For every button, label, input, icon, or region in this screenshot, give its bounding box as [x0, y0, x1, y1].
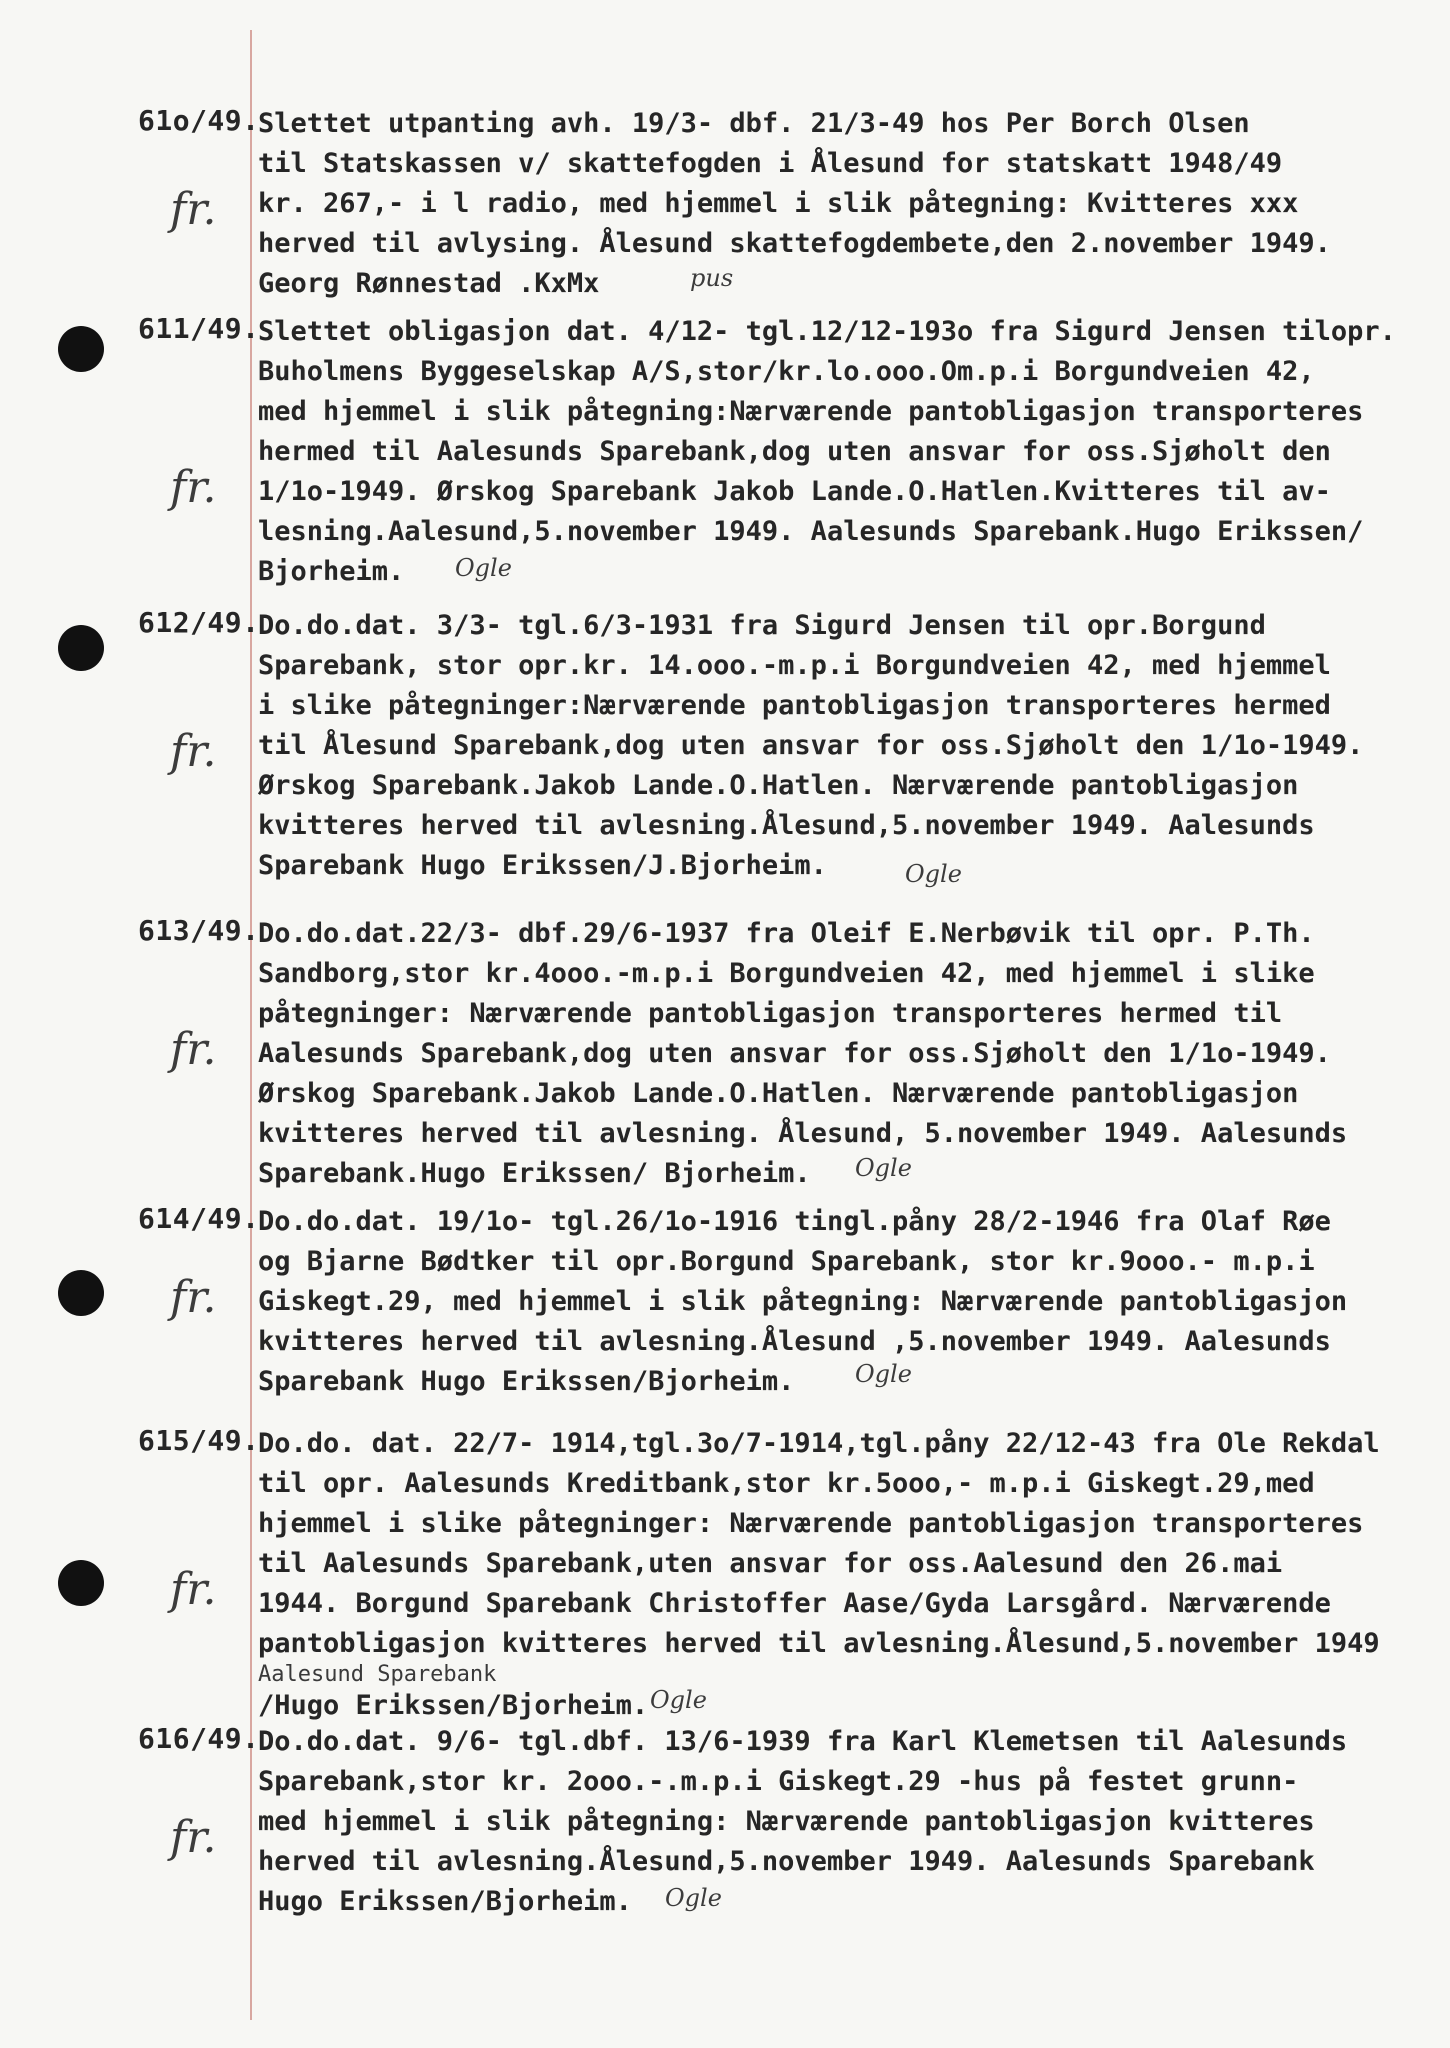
entry-line: kvitteres herved til avlesning. Ålesund, 5.november 1949. Aalesunds	[258, 1118, 1348, 1149]
entry-text	[258, 606, 1428, 886]
entry-number: 613/49.	[138, 914, 260, 947]
entry-line: /Hugo Erikssen/Bjorheim.	[258, 1690, 649, 1721]
entry-line: Slettet utpanting avh. 19/3- dbf. 21/3-49 hos Per Borch Olsen	[258, 108, 1250, 139]
entry-line-insert: Aalesund Sparebank	[258, 1664, 497, 1686]
entry-text	[258, 1202, 1428, 1402]
entry-line: Slettet obligasjon dat. 4/12- tgl.12/12-193o fra Sigurd Jensen tilopr.	[258, 316, 1396, 347]
entry-number: 615/49.	[138, 1424, 260, 1457]
entry-line: til opr. Aalesunds Kreditbank,stor kr.5ooo,- m.p.i Giskegt.29,med	[258, 1468, 1315, 1499]
initials: Ogle	[855, 1360, 912, 1388]
entry-line: herved til avlesning.Ålesund,5.november 1949. Aalesunds Sparebank	[258, 1846, 1315, 1877]
entry-line: hjemmel i slike påtegninger: Nærværende pantobligasjon transporteres	[258, 1508, 1364, 1539]
initials: Ogle	[665, 1884, 722, 1912]
entry-line: herved til avlysing. Ålesund skattefogdembete,den 2.november 1949.	[258, 228, 1331, 259]
entry-text	[258, 312, 1428, 592]
entry-line: til Ålesund Sparebank,dog uten ansvar for oss.Sjøholt den 1/1o-1949.	[258, 730, 1364, 761]
entry-line: Ørskog Sparebank.Jakob Lande.O.Hatlen. Nærværende pantobligasjon	[258, 770, 1299, 801]
margin-mark: fr.	[170, 1272, 217, 1323]
entry-number: 616/49.	[138, 1722, 260, 1755]
entry-line: Bjorheim.	[258, 556, 405, 587]
entry-number: 61o/49.	[138, 104, 260, 137]
entry-line: Do.do.dat.22/3- dbf.29/6-1937 fra Oleif E.Nerbøvik til opr. P.Th.	[258, 918, 1315, 949]
entry-line: Georg Rønnestad .KxMx	[258, 268, 600, 299]
entry-text	[258, 104, 1428, 304]
margin-mark: fr.	[170, 1812, 217, 1863]
initials: Ogle	[905, 860, 962, 888]
entry-line: Do.do.dat. 9/6- tgl.dbf. 13/6-1939 fra Karl Klemetsen til Aalesunds	[258, 1726, 1348, 1757]
entry-line: kr. 267,- i l radio, med hjemmel i slik påtegning: Kvitteres xxx	[258, 188, 1299, 219]
entry-line: med hjemmel i slik påtegning:Nærværende pantobligasjon transporteres	[258, 396, 1364, 427]
entry-line: Do.do. dat. 22/7- 1914,tgl.3o/7-1914,tgl.påny 22/12-43 fra Ole Rekdal	[258, 1428, 1380, 1459]
entry-line: i slike påtegninger:Nærværende pantobligasjon transporteres hermed	[258, 690, 1331, 721]
entry-text	[258, 1722, 1428, 1922]
entry-line: lesning.Aalesund,5.november 1949. Aalesunds Sparebank.Hugo Erikssen/	[258, 516, 1364, 547]
entry-text	[258, 914, 1428, 1194]
entry-line: med hjemmel i slik påtegning: Nærværende pantobligasjon kvitteres	[258, 1806, 1315, 1837]
entry-line: Sparebank,stor kr. 2ooo.-.m.p.i Giskegt.29 -hus på festet grunn-	[258, 1766, 1299, 1797]
initials: Ogle	[855, 1154, 912, 1182]
entry-number: 611/49.	[138, 312, 260, 345]
entry-line: Sparebank, stor opr.kr. 14.ooo.-m.p.i Borgundveien 42, med hjemmel	[258, 650, 1331, 681]
binder-hole-4	[58, 1560, 104, 1606]
entry-line: Ørskog Sparebank.Jakob Lande.O.Hatlen. Nærværende pantobligasjon	[258, 1078, 1299, 1109]
entry-line: Aalesunds Sparebank,dog uten ansvar for oss.Sjøholt den 1/1o-1949.	[258, 1038, 1331, 1069]
margin-mark: fr.	[170, 462, 217, 513]
entry-line: til Aalesunds Sparebank,uten ansvar for oss.Aalesund den 26.mai	[258, 1548, 1283, 1579]
entry-line: Do.do.dat. 3/3- tgl.6/3-1931 fra Sigurd Jensen til opr.Borgund	[258, 610, 1266, 641]
margin-mark: fr.	[170, 1024, 217, 1075]
entry-line: 1944. Borgund Sparebank Christoffer Aase/Gyda Larsgård. Nærværende	[258, 1588, 1331, 1619]
entry-line: Sparebank Hugo Erikssen/Bjorheim.	[258, 1366, 795, 1397]
initials: Ogle	[650, 1686, 707, 1714]
entry-number: 612/49.	[138, 606, 260, 639]
entry-line: pantobligasjon kvitteres herved til avlesning.Ålesund,5.november 1949	[258, 1628, 1380, 1659]
entry-line: Sandborg,stor kr.4ooo.-m.p.i Borgundveien 42, med hjemmel i slike	[258, 958, 1315, 989]
entry-line: Buholmens Byggeselskap A/S,stor/kr.lo.ooo.Om.p.i Borgundveien 42,	[258, 356, 1315, 387]
entry-line: Giskegt.29, med hjemmel i slik påtegning: Nærværende pantobligasjon	[258, 1286, 1348, 1317]
entry-line: Sparebank.Hugo Erikssen/ Bjorheim.	[258, 1158, 811, 1189]
initials: Ogle	[455, 554, 512, 582]
margin-mark: fr.	[170, 184, 217, 235]
binder-hole-3	[58, 1270, 104, 1316]
entry-line: 1/1o-1949. Ørskog Sparebank Jakob Lande.O.Hatlen.Kvitteres til av-	[258, 476, 1331, 507]
entry-line: kvitteres herved til avlesning.Ålesund ,5.november 1949. Aalesunds	[258, 1326, 1331, 1357]
entry-line: Sparebank Hugo Erikssen/J.Bjorheim.	[258, 850, 827, 881]
initials: pus	[690, 264, 734, 292]
binder-hole-1	[58, 326, 104, 372]
entry-number: 614/49.	[138, 1202, 260, 1235]
entry-line: Hugo Erikssen/Bjorheim.	[258, 1886, 632, 1917]
entry-line: påtegninger: Nærværende pantobligasjon transporteres hermed til	[258, 998, 1283, 1029]
entry-line: hermed til Aalesunds Sparebank,dog uten ansvar for oss.Sjøholt den	[258, 436, 1331, 467]
entry-line: til Statskassen v/ skattefogden i Ålesund for statskatt 1948/49	[258, 148, 1283, 179]
margin-mark: fr.	[170, 726, 217, 777]
entry-line: kvitteres herved til avlesning.Ålesund,5.november 1949. Aalesunds	[258, 810, 1315, 841]
binder-hole-2	[58, 625, 104, 671]
entry-line: Do.do.dat. 19/1o- tgl.26/1o-1916 tingl.påny 28/2-1946 fra Olaf Røe	[258, 1206, 1331, 1237]
entry-text	[258, 1424, 1428, 1726]
entry-line: og Bjarne Bødtker til opr.Borgund Sparebank, stor kr.9ooo.- m.p.i	[258, 1246, 1315, 1277]
margin-mark: fr.	[170, 1564, 217, 1615]
